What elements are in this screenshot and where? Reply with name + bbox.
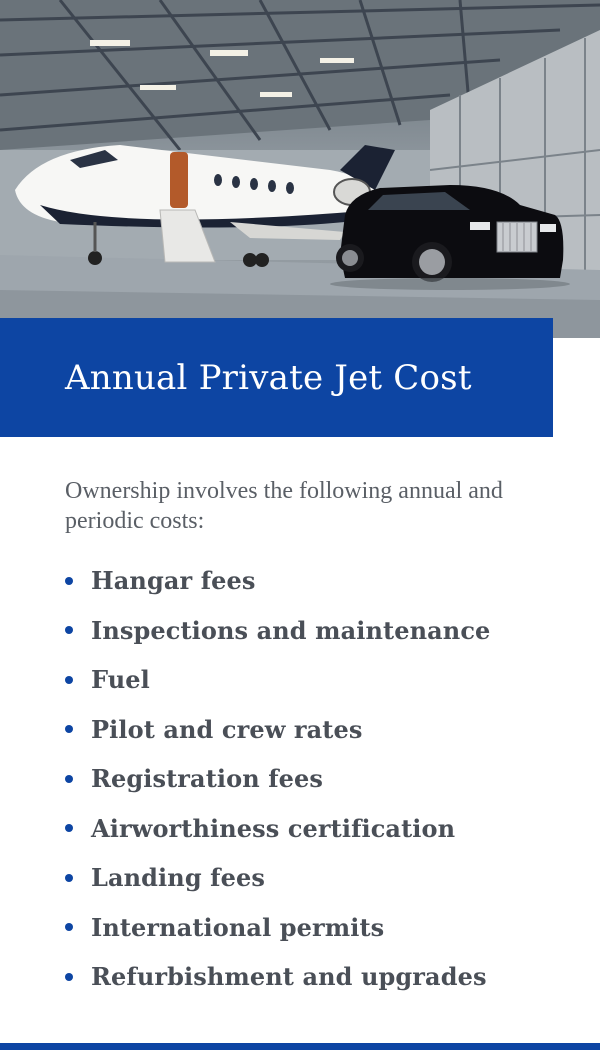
list-item-label: Landing fees — [91, 863, 265, 893]
list-item — [65, 804, 490, 854]
list-item — [65, 705, 490, 755]
list-item-label: Airworthiness certification — [91, 813, 456, 843]
intro-text: Ownership involves the following annual and periodic costs: — [65, 478, 503, 534]
list-item — [65, 754, 490, 804]
bullet-icon — [65, 577, 73, 585]
list-item-label: Fuel — [91, 665, 150, 695]
bullet-icon — [65, 824, 73, 832]
page-title: Annual Private Jet Cost — [65, 357, 472, 398]
list-item-label: Inspections and maintenance — [91, 615, 491, 645]
bullet-icon — [65, 973, 73, 981]
list-item-label: Hangar fees — [91, 566, 256, 596]
bullet-icon — [65, 676, 73, 684]
bottom-accent-rule — [0, 1043, 600, 1050]
list-item-label: Pilot and crew rates — [91, 714, 363, 744]
cost-list — [65, 556, 490, 1002]
list-item-label: Refurbishment and upgrades — [91, 962, 487, 992]
bullet-icon — [65, 626, 73, 634]
bullet-icon — [65, 725, 73, 733]
list-item — [65, 952, 490, 1002]
list-item — [65, 606, 490, 656]
bullet-icon — [65, 874, 73, 882]
list-item — [65, 903, 490, 953]
list-item-label: Registration fees — [91, 764, 323, 794]
list-item-label: International permits — [91, 912, 385, 942]
list-item — [65, 556, 490, 606]
list-item — [65, 655, 490, 705]
list-item — [65, 853, 490, 903]
bullet-icon — [65, 923, 73, 931]
title-banner — [0, 318, 553, 437]
hangar-jet-car-illustration — [0, 0, 600, 338]
hero-photo — [0, 0, 600, 338]
bullet-icon — [65, 775, 73, 783]
